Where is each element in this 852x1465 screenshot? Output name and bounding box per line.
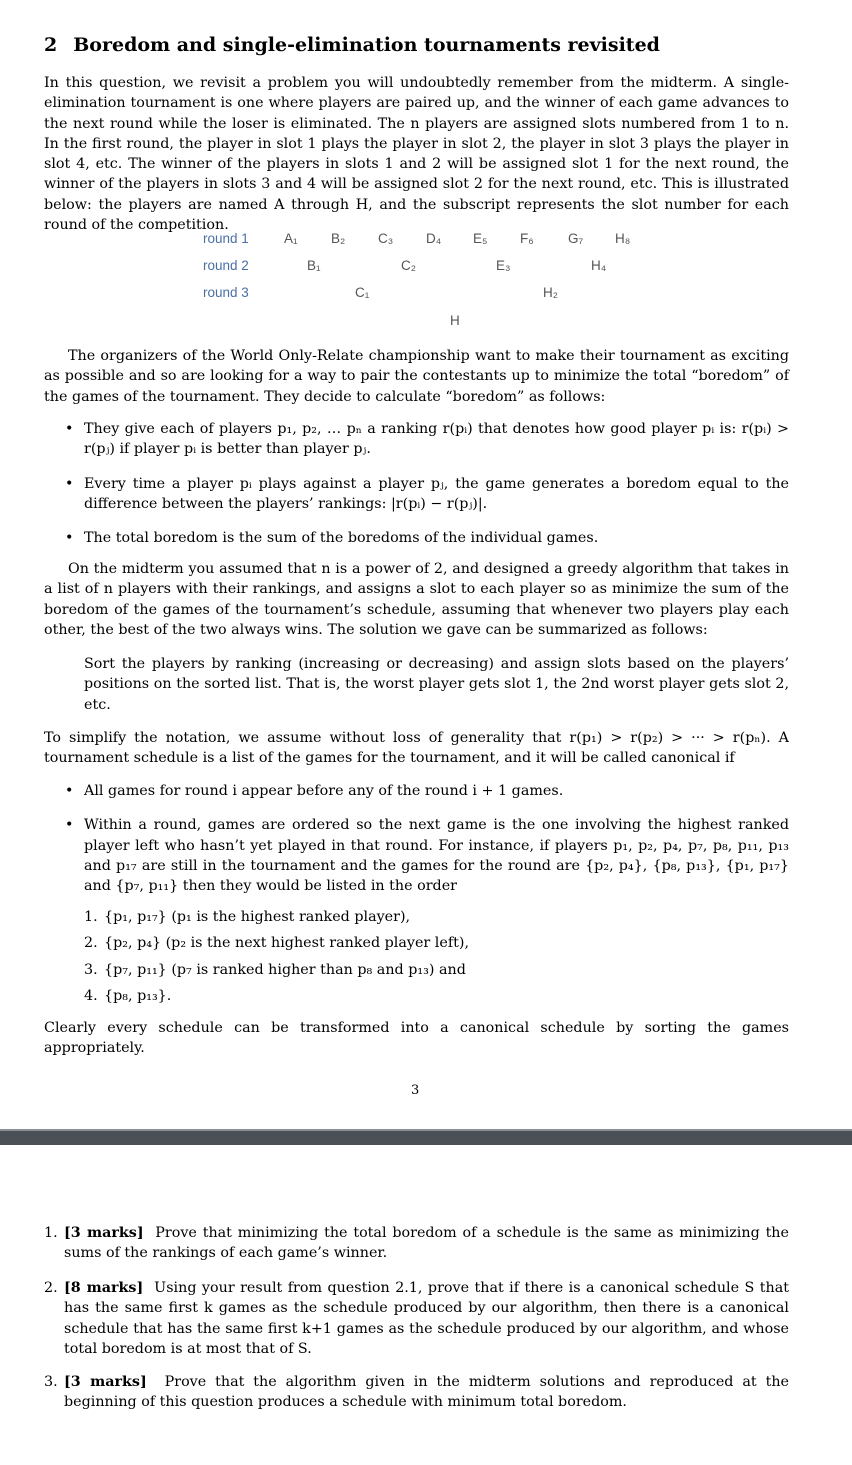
bracket-player: C₃ <box>378 231 394 246</box>
page-separator <box>0 1129 852 1145</box>
section-heading <box>44 32 660 58</box>
list-item: 2. {p₂, p₄} (p₂ is the next highest ranked player left), <box>84 935 470 952</box>
bracket-player: C₂ <box>401 258 416 273</box>
organizers-paragraph: The organizers of the World Only-Relate championship want to make their tournament as exciting as possible and so are looking for a way to pair the contestants up to minimize the total “boredom” of the games of the tournament. They decide to calculate “boredom” as follows: <box>44 348 789 405</box>
list-item: 3. {p₇, p₁₁} (p₇ is ranked higher than p₈ and p₁₃) and <box>84 961 466 978</box>
bracket-player: G₇ <box>568 231 584 246</box>
marks-label: [8 marks] <box>64 1280 144 1296</box>
canonical-intro: To simplify the notation, we assume without loss of generality that r(p₁) > r(p₂) > ··· > r(pₙ). A tournament schedule is a list of the games for the tournament, and it will be called canonical if <box>44 730 789 767</box>
solution-summary: Sort the players by ranking (increasing or decreasing) and assign slots based on the players’ positions on the sorted list. That is, the worst player gets slot 1, the 2nd worst player gets slot 2, etc. <box>84 656 789 713</box>
round-3-label: round 3 <box>203 285 249 300</box>
boredom-rules-list <box>84 419 789 548</box>
round-1-label: round 1 <box>203 231 249 246</box>
bracket-player: H₈ <box>615 231 631 246</box>
bracket-player: B₂ <box>331 231 346 246</box>
bracket-player: H₂ <box>543 285 558 300</box>
bracket-player: E₅ <box>473 231 488 246</box>
list-item: 4. {p₈, p₁₃}. <box>84 987 172 1004</box>
question-2: 2. [8 marks] Using your result from question 2.1, prove that if there is a canonical schedule S that has the same first k games as the schedule produced by our algorithm, then there is a canonical schedule that has the same first k+1 games as the schedule produced by our algorithm, and whose total boredom is at most that of S. <box>44 1280 789 1357</box>
ordered-games-list <box>84 907 789 1006</box>
list-item: 1. {p₁, p₁₇} (p₁ is the highest ranked player), <box>84 909 411 925</box>
bracket-winner: H <box>450 313 460 328</box>
list-item: • The total boredom is the sum of the boredoms of the individual games. <box>84 528 789 548</box>
bracket-player: C₁ <box>355 285 370 300</box>
bracket-player: E₃ <box>496 258 511 273</box>
question-3: 3. [3 marks] Prove that the algorithm given in the midterm solutions and reproduced at the beginning of this question produces a schedule with minimum total boredom. <box>44 1374 789 1411</box>
question-1: 1. [3 marks] Prove that minimizing the total boredom of a schedule is the same as minimizing the sums of the rankings of each game’s winner. <box>44 1225 789 1262</box>
canonical-note: Clearly every schedule can be transformed into a canonical schedule by sorting the games appropriately. <box>44 1020 789 1057</box>
section-title: Boredom and single-elimination tournaments revisited <box>73 34 660 56</box>
page-4 <box>0 1146 852 1465</box>
list-item: • Within a round, games are ordered so the next game is the one involving the highest ranked player left who hasn’t yet played in that round. For instance, if players p₁, p₂, p₄, p₇, p₈, p₁₁, p₁₃ and p₁₇ are still in the tournament and the games for the round are {p₂, p₄}, {p₈, p₁₃}, {p₁, p₁₇} and {p₇, p₁₁} then they would be listed in the order <box>84 815 789 896</box>
page-number: 3 <box>411 1083 420 1098</box>
marks-label: [3 marks] <box>64 1225 144 1241</box>
bracket-player: A₁ <box>284 231 298 246</box>
canonical-rules-list <box>84 781 789 896</box>
bracket-player: F₆ <box>520 231 534 246</box>
round-2-label: round 2 <box>203 258 249 273</box>
marks-label: [3 marks] <box>64 1374 147 1390</box>
bracket-player: H₄ <box>591 258 607 273</box>
list-item: • All games for round i appear before any of the round i + 1 games. <box>84 781 789 801</box>
midterm-paragraph: On the midterm you assumed that n is a power of 2, and designed a greedy algorithm that takes in a list of n players with their rankings, and assigns a slot to each player so as minimize the sum of the boredom of the games of the tournament’s schedule, assuming that whenever two players play each other, the best of the two always wins. The solution we gave can be summarized as follows: <box>44 561 789 638</box>
list-item: • They give each of players p₁, p₂, … pₙ a ranking r(pᵢ) that denotes how good player pᵢ is: r(pᵢ) > r(pⱼ) if player pᵢ is better than player pⱼ. <box>84 419 789 460</box>
bracket-player: D₄ <box>426 231 442 246</box>
intro-paragraph: In this question, we revisit a problem you will undoubtedly remember from the midterm. A single-elimination tournament is one where players are paired up, and the winner of each game advances to the next round while the loser is eliminated. The n players are assigned slots numbered from 1 to n. In the first round, the player in slot 1 plays the player in slot 2, the player in slot 3 plays the player in slot 4, etc. The winner of the players in slots 1 and 2 will be assigned slot 1 for the next round, the winner of the players in slots 3 and 4 will be assigned slot 2 for the next round, etc. This is illustrated below: the players are named A through H, and the subscript represents the slot number for each round of the competition. <box>44 75 789 234</box>
section-number: 2 <box>44 34 58 56</box>
bracket-player: B₁ <box>307 258 321 273</box>
list-item: • Every time a player pᵢ plays against a player pⱼ, the game generates a boredom equal to the difference between the players’ rankings: |r(pᵢ) − r(pⱼ)|. <box>84 474 789 515</box>
